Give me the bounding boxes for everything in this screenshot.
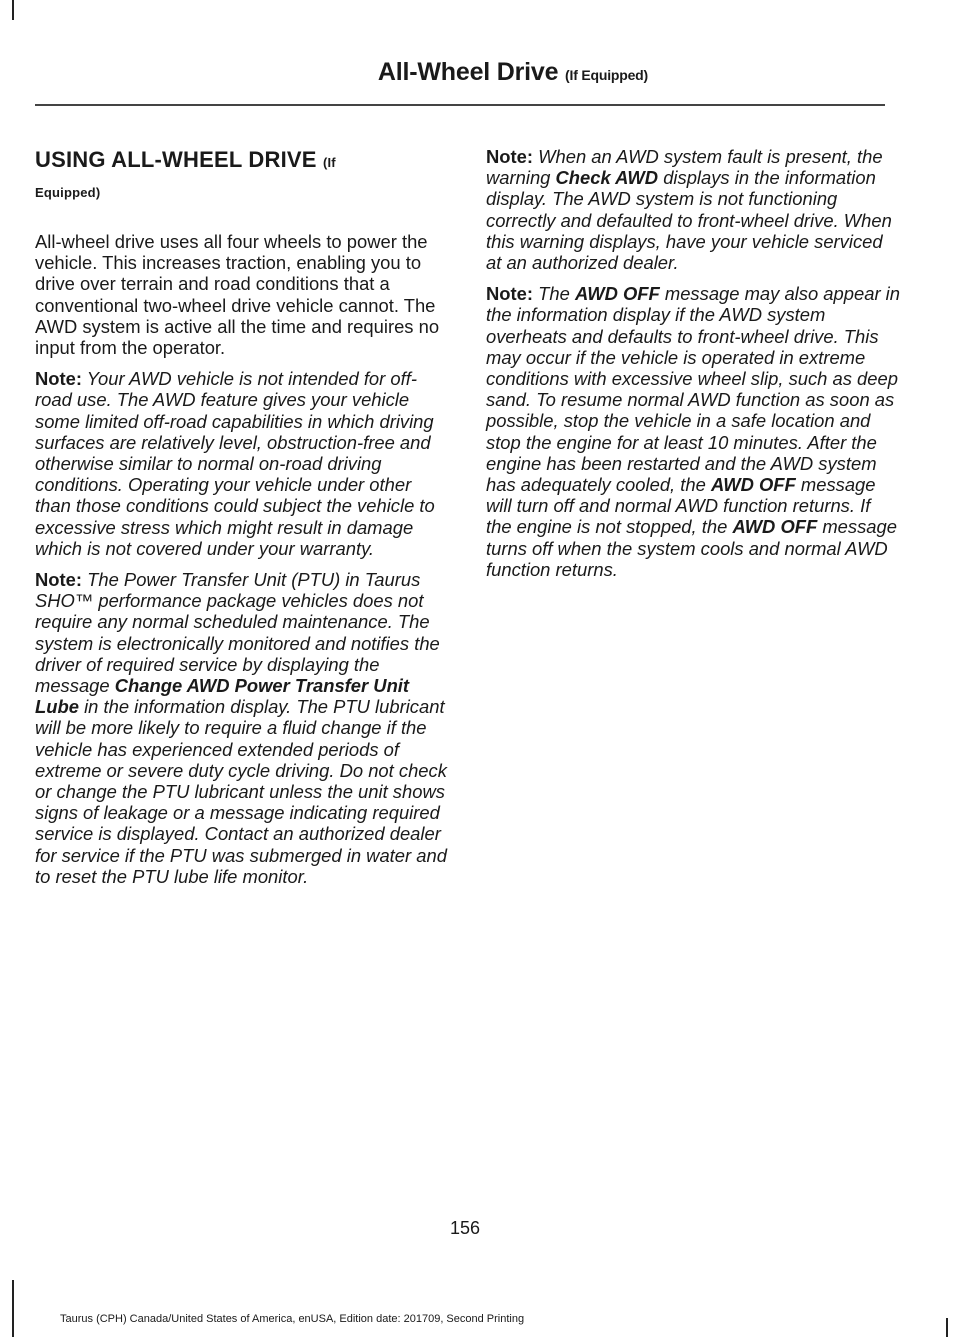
- left-column: [35, 146, 449, 897]
- note-text: message may also appear in the information display if the AWD system overheats and defaults to front-wheel drive. This may occur if the vehicle is operated in extreme conditions with excessive wheel slip, such as deep sand. To resume normal AWD function as soon as possible, stop the vehicle in a safe location and stop the engine for at least 10 minutes. After the engine has been restarted and the AWD system has adequately cooled, the: [486, 283, 900, 496]
- crop-mark-bottom-left: [12, 1280, 14, 1337]
- note-label: Note:: [35, 368, 82, 390]
- message-check-awd: Check AWD: [555, 167, 659, 189]
- right-column: [486, 146, 900, 590]
- chapter-title-qualifier: (If Equipped): [565, 67, 648, 83]
- header-divider: [35, 104, 885, 106]
- message-awd-off: AWD OFF: [574, 283, 660, 305]
- note-check-awd: [486, 146, 900, 273]
- crop-mark-bottom-right: [946, 1318, 948, 1337]
- message-awd-off: AWD OFF: [732, 516, 818, 538]
- chapter-title-text: All-Wheel Drive: [377, 58, 559, 86]
- edition-footer: Taurus (CPH) Canada/United States of America, enUSA, Edition date: 201709, Second Printing: [60, 1313, 525, 1325]
- note-text: The Power Transfer Unit (PTU) in Taurus SHO™ performance package vehicles does not require any normal scheduled maintenance. The system is electronically monitored and notifies the driver of required service by displaying the message: [35, 569, 440, 697]
- section-heading-qualifier-2: Equipped): [35, 185, 101, 200]
- note-text: When an AWD system fault is present, the warning: [486, 146, 883, 189]
- message-change-awd-ptu-lube: Change AWD Power Transfer Unit Lube: [35, 675, 410, 718]
- chapter-title: [378, 58, 648, 87]
- note-text: in the information display. The PTU lubricant will be more likely to require a fluid change if the vehicle has experienced extended periods of extreme or severe duty cycle driving. Do not check or change the PTU lubricant unless the unit shows signs of leakage or a message indicating required service is displayed. Contact an authorized dealer for service if the PTU was submerged in water and to reset the PTU lube life monitor.: [35, 696, 447, 887]
- note-awd-off: [486, 283, 900, 580]
- page-number: 156: [449, 1218, 481, 1238]
- note-label: Note:: [486, 283, 533, 305]
- section-heading: [35, 146, 449, 203]
- note-ptu: [35, 569, 449, 887]
- note-label: Note:: [35, 569, 82, 591]
- note-text: Your AWD vehicle is not intended for off-road use. The AWD feature gives your vehicle some limited off-road capabilities in which driving surfaces are relatively level, obstruction-free and otherwise similar to normal on-road driving conditions. Operating your vehicle under other than those conditions could subject the vehicle to excessive stress which might result in damage which is not covered under your warranty.: [35, 368, 435, 559]
- note-offroad: [35, 368, 449, 559]
- note-text: displays in the information display. The AWD system is not functioning correctly and defaulted to front-wheel drive. When this warning displays, have your vehicle serviced at an authorized dealer.: [486, 167, 892, 274]
- intro-paragraph: All-wheel drive uses all four wheels to power the vehicle. This increases traction, enabling you to drive over terrain and road conditions that a conventional two-wheel drive vehicle cannot. The AWD system is active all the time and requires no input from the operator.: [35, 231, 440, 359]
- note-text: The: [538, 283, 570, 305]
- section-heading-text: USING ALL-WHEEL DRIVE: [35, 147, 317, 172]
- section-heading-qualifier-1: (If: [322, 155, 336, 170]
- note-text: message turns off when the system cools and normal AWD function returns.: [486, 516, 897, 580]
- note-text: message will turn off and normal AWD function returns. If the engine is not stopped, the: [486, 474, 876, 538]
- message-awd-off: AWD OFF: [710, 474, 796, 496]
- crop-mark-top-left: [12, 0, 14, 20]
- note-label: Note:: [486, 146, 533, 167]
